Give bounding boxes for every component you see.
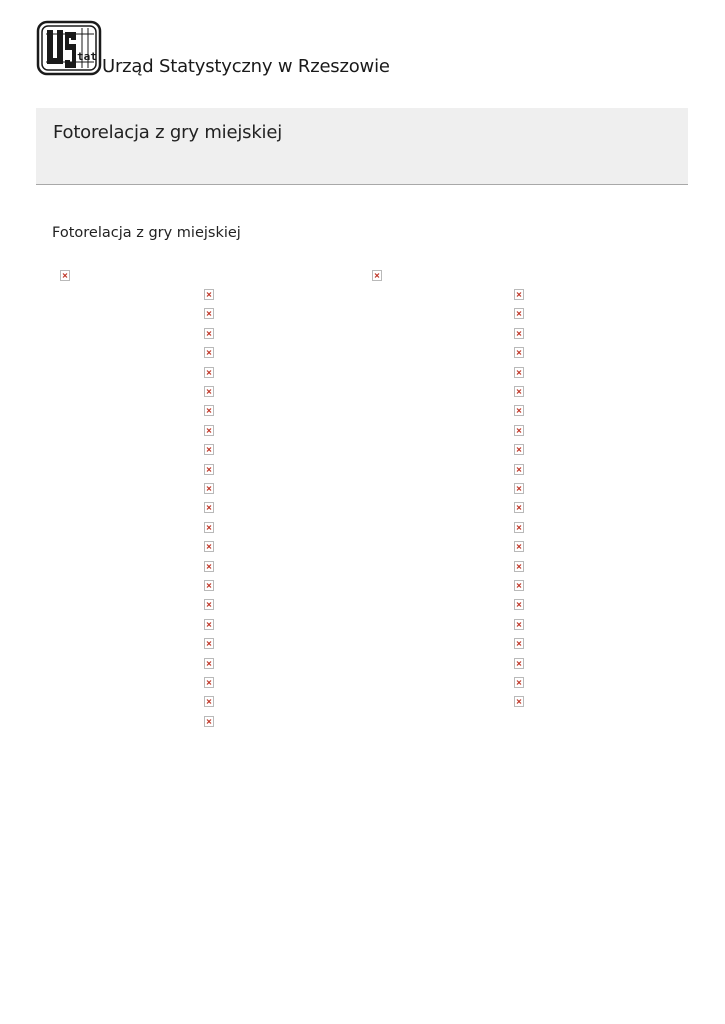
broken-image-icon bbox=[205, 717, 213, 726]
gallery-thumbnail[interactable] bbox=[514, 561, 524, 572]
gallery-thumbnail[interactable] bbox=[514, 677, 524, 688]
broken-image-icon bbox=[515, 484, 523, 493]
gallery-thumbnail[interactable] bbox=[514, 367, 524, 378]
broken-image-icon bbox=[515, 290, 523, 299]
gallery-thumbnail[interactable] bbox=[514, 638, 524, 649]
gallery-thumbnail[interactable] bbox=[204, 289, 214, 300]
article-subtitle: Fotorelacja z gry miejskiej bbox=[52, 225, 241, 241]
gallery-thumbnail[interactable] bbox=[204, 464, 214, 475]
broken-image-icon bbox=[205, 659, 213, 668]
broken-image-icon bbox=[515, 639, 523, 648]
gallery-thumbnail[interactable] bbox=[514, 522, 524, 533]
page-title: Fotorelacja z gry miejskiej bbox=[53, 122, 283, 143]
broken-image-icon bbox=[205, 406, 213, 415]
broken-image-icon bbox=[373, 271, 381, 280]
broken-image-icon bbox=[515, 562, 523, 571]
broken-image-icon bbox=[515, 309, 523, 318]
broken-image-icon bbox=[515, 348, 523, 357]
broken-image-icon bbox=[205, 465, 213, 474]
gallery-thumbnail[interactable] bbox=[514, 386, 524, 397]
gallery-image[interactable] bbox=[372, 270, 382, 281]
gallery-thumbnail[interactable] bbox=[514, 444, 524, 455]
gallery-thumbnail[interactable] bbox=[514, 308, 524, 319]
broken-image-icon bbox=[205, 678, 213, 687]
gallery-thumbnail[interactable] bbox=[514, 289, 524, 300]
broken-image-icon bbox=[205, 387, 213, 396]
gallery-thumbnail[interactable] bbox=[204, 483, 214, 494]
broken-image-icon bbox=[205, 329, 213, 338]
gallery-thumbnail[interactable] bbox=[514, 696, 524, 707]
broken-image-icon bbox=[515, 329, 523, 338]
broken-image-icon bbox=[205, 426, 213, 435]
gallery-thumbnail[interactable] bbox=[514, 658, 524, 669]
gallery-thumbnail[interactable] bbox=[204, 716, 214, 727]
broken-image-icon bbox=[205, 581, 213, 590]
gallery-thumbnail[interactable] bbox=[204, 386, 214, 397]
gallery-thumbnail[interactable] bbox=[204, 405, 214, 416]
gallery-thumbnail[interactable] bbox=[204, 541, 214, 552]
broken-image-icon bbox=[205, 484, 213, 493]
broken-image-icon bbox=[205, 639, 213, 648]
gallery-thumbnail[interactable] bbox=[204, 308, 214, 319]
gallery-thumbnail[interactable] bbox=[514, 541, 524, 552]
broken-image-icon bbox=[515, 581, 523, 590]
broken-image-icon bbox=[515, 368, 523, 377]
broken-image-icon bbox=[205, 503, 213, 512]
broken-image-icon bbox=[515, 600, 523, 609]
broken-image-icon bbox=[515, 620, 523, 629]
gallery-thumbnail[interactable] bbox=[204, 658, 214, 669]
gallery-thumbnail[interactable] bbox=[514, 425, 524, 436]
broken-image-icon bbox=[515, 465, 523, 474]
ustat-logo[interactable] bbox=[36, 20, 102, 76]
broken-image-icon bbox=[205, 290, 213, 299]
gallery-thumbnail[interactable] bbox=[204, 347, 214, 358]
gallery-thumbnail[interactable] bbox=[204, 522, 214, 533]
broken-image-icon bbox=[205, 542, 213, 551]
gallery-thumbnail[interactable] bbox=[204, 328, 214, 339]
gallery-thumbnail[interactable] bbox=[204, 677, 214, 688]
broken-image-icon bbox=[205, 620, 213, 629]
gallery-thumbnail[interactable] bbox=[514, 347, 524, 358]
broken-image-icon bbox=[205, 348, 213, 357]
gallery-thumbnail[interactable] bbox=[204, 696, 214, 707]
broken-image-icon bbox=[515, 542, 523, 551]
broken-image-icon bbox=[205, 523, 213, 532]
broken-image-icon bbox=[515, 523, 523, 532]
gallery-thumbnail[interactable] bbox=[514, 483, 524, 494]
gallery-thumbnail[interactable] bbox=[204, 561, 214, 572]
broken-image-icon bbox=[515, 503, 523, 512]
gallery-thumbnail[interactable] bbox=[514, 464, 524, 475]
site-header bbox=[36, 20, 688, 80]
broken-image-icon bbox=[515, 387, 523, 396]
title-band bbox=[36, 108, 688, 185]
broken-image-icon bbox=[515, 697, 523, 706]
gallery-thumbnail[interactable] bbox=[514, 580, 524, 591]
gallery-thumbnail[interactable] bbox=[514, 599, 524, 610]
broken-image-icon bbox=[515, 659, 523, 668]
organization-name: Urząd Statystyczny w Rzeszowie bbox=[102, 56, 390, 77]
broken-image-icon bbox=[515, 406, 523, 415]
gallery-thumbnail[interactable] bbox=[514, 502, 524, 513]
broken-image-icon bbox=[515, 426, 523, 435]
broken-image-icon bbox=[205, 697, 213, 706]
broken-image-icon bbox=[515, 678, 523, 687]
broken-image-icon bbox=[205, 600, 213, 609]
broken-image-icon bbox=[205, 562, 213, 571]
broken-image-icon bbox=[205, 309, 213, 318]
logo-lettering: tat bbox=[77, 50, 97, 63]
broken-image-icon bbox=[515, 445, 523, 454]
gallery-thumbnail[interactable] bbox=[204, 367, 214, 378]
gallery-thumbnail[interactable] bbox=[514, 405, 524, 416]
broken-image-icon bbox=[61, 271, 69, 280]
gallery-image[interactable] bbox=[60, 270, 70, 281]
gallery-thumbnail[interactable] bbox=[204, 502, 214, 513]
gallery-thumbnail[interactable] bbox=[514, 619, 524, 630]
broken-image-icon bbox=[205, 445, 213, 454]
gallery-thumbnail[interactable] bbox=[204, 638, 214, 649]
gallery-thumbnail[interactable] bbox=[204, 599, 214, 610]
gallery-thumbnail[interactable] bbox=[204, 425, 214, 436]
gallery-thumbnail[interactable] bbox=[204, 444, 214, 455]
gallery-thumbnail[interactable] bbox=[514, 328, 524, 339]
broken-image-icon bbox=[205, 368, 213, 377]
gallery-thumbnail[interactable] bbox=[204, 619, 214, 630]
gallery-thumbnail[interactable] bbox=[204, 580, 214, 591]
